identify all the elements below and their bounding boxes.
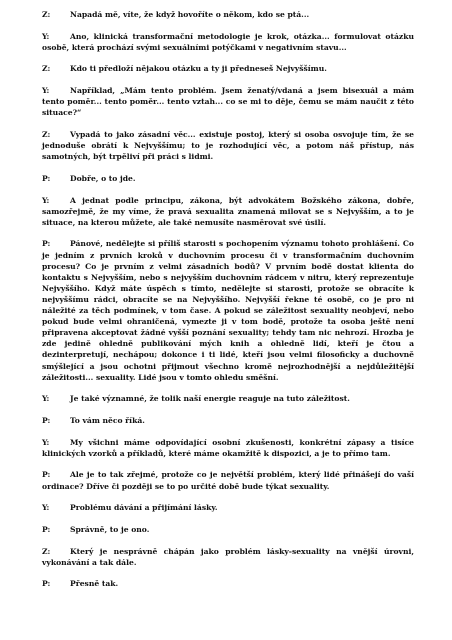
dialogue-paragraph xyxy=(42,524,414,535)
speaker-label: P: xyxy=(42,239,51,249)
speaker-label: Z: xyxy=(42,64,51,74)
dialogue-paragraph xyxy=(42,415,414,426)
dialogue-paragraph xyxy=(42,546,414,568)
dialogue-paragraph xyxy=(42,502,414,513)
speaker-label: P: xyxy=(42,524,51,534)
dialogue-paragraph xyxy=(42,238,414,382)
dialogue-text: My všichni máme odpovídající osobní zkušenosti, konkrétní zápasy a tisíce klinických vzorků a příkladů, které máme okamžitě k dispozici, a je to přímo tam. xyxy=(42,437,414,458)
dialogue-text: Vypadá to jako zásadní věc... existuje postoj, který si osoba osvojuje tím, že se jednoduše obrátí k Nejvyššímu; to je rozhodující věc, a potom náš přístup, nás samotných, být trpěliví při práci s lidmi. xyxy=(42,130,414,162)
dialogue-text: Ale je to tak zřejmé, protože co je největší problém, který lidé přinášejí do vaší ordinace? Dříve či později se to po určité době bude týkat sexuality. xyxy=(42,470,414,491)
speaker-label: P: xyxy=(42,470,51,480)
dialogue-text: Je také významné, že tolik naší energie reaguje na tuto záležitost. xyxy=(70,394,350,404)
speaker-label: Y: xyxy=(42,437,50,447)
dialogue-text: Který je nesprávně chápán jako problém lásky-sexuality na vnější úrovni, vykonávání a tak dále. xyxy=(42,546,414,567)
dialogue-text: Ano, klinická transformační metodologie je krok, otázka... formulovat otázku osobě, která prochází svými sexuálními potýčkami v negativním stavu... xyxy=(42,31,414,52)
speaker-label: Z: xyxy=(42,546,51,556)
dialogue-paragraph xyxy=(42,31,414,53)
dialogue-text: Například, „Mám tento problém. Jsem ženatý/vdaná a jsem bisexuál a mám tento poměr... tento poměr... tento vztah... co se mi to děje, čemu se mám naučit z této situace?“ xyxy=(42,86,414,118)
dialogue-paragraph xyxy=(42,469,414,491)
speaker-label: P: xyxy=(42,415,51,425)
dialogue-paragraph xyxy=(42,195,414,228)
dialogue-text: Dobře, o to jde. xyxy=(70,173,136,183)
dialogue-text: Kdo ti předloží nějakou otázku a ty ji předneseš Nejvyššímu. xyxy=(70,64,327,74)
speaker-label: Y: xyxy=(42,195,50,205)
dialogue-paragraph xyxy=(42,129,414,162)
dialogue-text: A jednat podle principu, zákona, být advokátem Božského zákona, dobře, samozřejmě, že my víme, že pravá sexualita znamená milovat se s Nejvyšším, a to je situace, na kterou můžete, ale také nemusíte nasměrovat své úsilí. xyxy=(42,195,414,227)
dialogue-paragraph xyxy=(42,393,414,404)
dialogue-paragraph xyxy=(42,85,414,118)
dialogue-paragraph xyxy=(42,437,414,459)
dialogue-text: Správně, to je ono. xyxy=(70,524,150,534)
dialogue-text: To vám něco říká. xyxy=(70,415,145,425)
dialogue-paragraph xyxy=(42,9,414,20)
speaker-label: P: xyxy=(42,173,51,183)
dialogue-paragraph xyxy=(42,63,414,74)
dialogue-text: Napadá mě, víte, že když hovoříte o někom, kdo se ptá... xyxy=(70,10,310,19)
dialogue-paragraph xyxy=(42,578,414,589)
speaker-label: P: xyxy=(42,579,51,589)
dialogue-text: Pánové, nedělejte si příliš starosti s pochopením významu tohoto prohlášení. Co je jedním z prvních kroků v duchovním procesu či v transformačním duchovním procesu? Co je prvním z velmi zásadních bodů? V prvním bodě dostat klienta do kontaktu s Nejvyšším, nebo s nejvyšším duchovním rádcem v nitru, který reprezentuje Nejvyššího. Když máte úspěch s tímto, nedělejte si starosti, protože se obracíte k nejvyššímu rádci, obracíte se na Nejvyššího. Nejvyšší řekne té osobě, co je pro ni náležité za těch podmínek, v tom čase. A pokud se záležitost sexuality neobjeví, nebo pokud bude velmi ohraničená, vymezte ji v tom bodě, protože ta osoba ještě není připravena akceptovat žádné vyšší poznání sexuality; tehdy tam nic nehrozí. Hrozba je zde jedině ohledně publikování mých knih a ohledně lidí, kteří je čtou a dezinterpretují, nechápou; dokonce i ti lidé, kteří jsou velmi filosoficky a duchovně smýšlející a jsou ochotni přijmout všechno kromě nejrozhodnější a nejdůležitější záležitosti... sexuality. Lidé jsou v tomto ohledu směšní. xyxy=(42,239,414,382)
dialogue-text: Problému dávání a přijímání lásky. xyxy=(70,503,218,513)
speaker-label: Y: xyxy=(42,394,50,404)
speaker-label: Y: xyxy=(42,86,50,96)
speaker-label: Z: xyxy=(42,10,51,19)
speaker-label: Z: xyxy=(42,130,51,140)
dialogue-paragraph xyxy=(42,173,414,184)
dialogue-text: Přesně tak. xyxy=(70,579,119,589)
speaker-label: Y: xyxy=(42,503,50,513)
speaker-label: Y: xyxy=(42,31,50,41)
